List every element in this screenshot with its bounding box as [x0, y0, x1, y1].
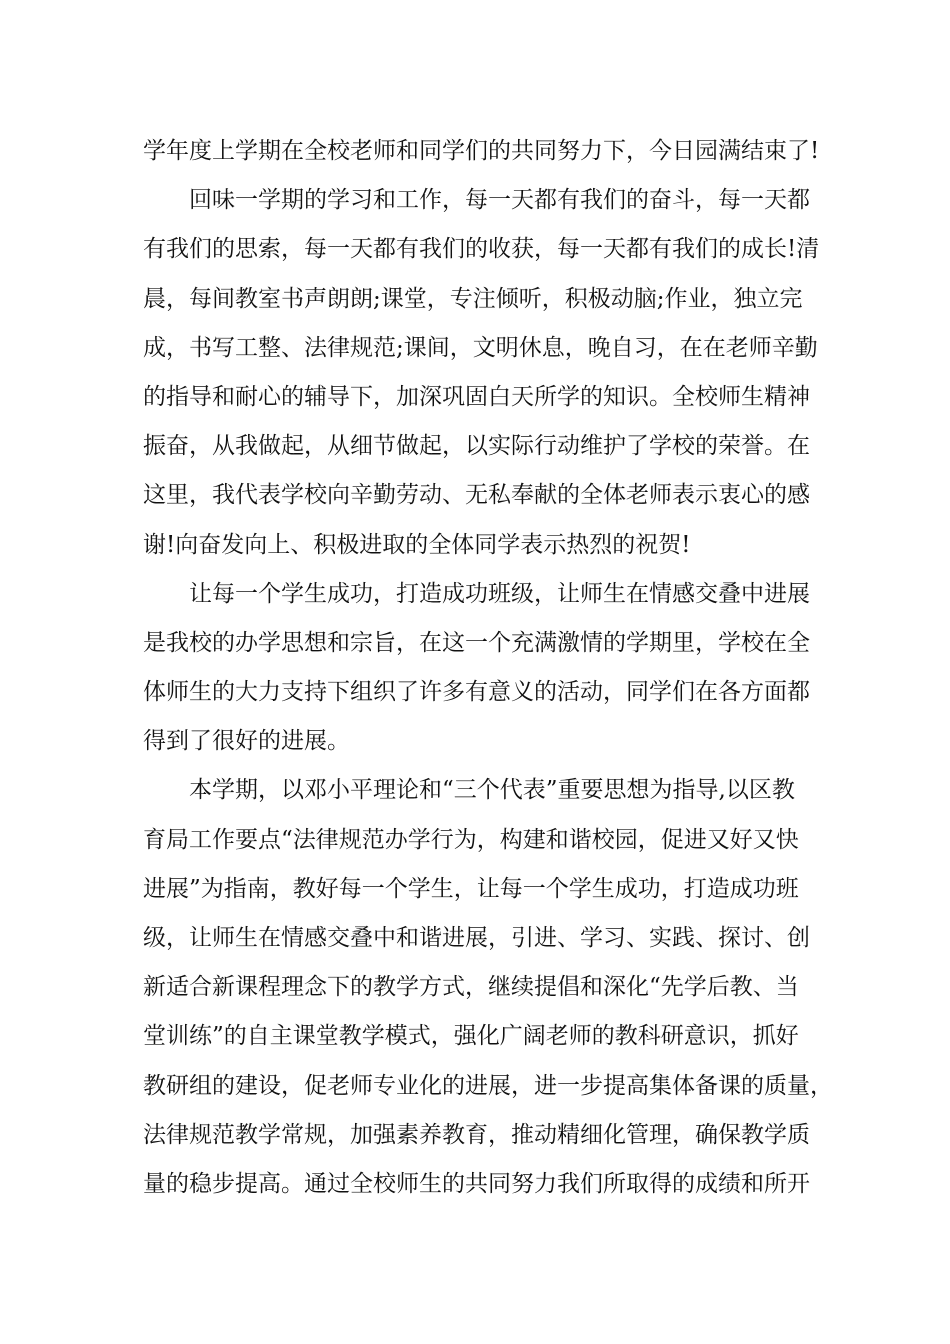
text-line: 进展”为指南，教好每一个学生，让每一个学生成功，打造成功班	[143, 875, 799, 902]
text-line: 晨，每间教室书声朗朗;课堂，专注倾听，积极动脑;作业，独立完	[143, 285, 803, 312]
text-line: 谢!向奋发向上、积极进取的全体同学表示热烈的祝贺!	[143, 531, 691, 558]
body-text	[143, 127, 833, 1209]
text-line: 振奋，从我做起，从细节做起，以实际行动维护了学校的荣誉。在	[143, 433, 810, 460]
text-line: 这里，我代表学校向辛勤劳动、无私奉献的全体老师表示衷心的感	[143, 482, 810, 509]
paragraph-first-line: 回味一学期的学习和工作，每一天都有我们的奋斗，每一天都	[189, 187, 810, 214]
text-line: 法律规范教学常规，加强素养教育，推动精细化管理，确保教学质	[143, 1121, 810, 1148]
text-line: 新适合新课程理念下的教学方式，继续提倡和深化“先学后教、当	[143, 974, 799, 1001]
paragraph-first-line: 让每一个学生成功，打造成功班级，让师生在情感交叠中进展	[189, 580, 810, 607]
text-line: 是我校的办学思想和宗旨，在这一个充满激情的学期里，学校在全	[143, 629, 810, 656]
text-line: 教研组的建设，促老师专业化的进展，进一步提高集体备课的质量，	[143, 1072, 833, 1099]
text-line: 堂训练”的自主课堂教学模式，强化广阔老师的教科研意识，抓好	[143, 1023, 799, 1050]
text-line: 成，书写工整、法律规范;课间，文明休息，晚自习，在在老师辛勤	[143, 334, 818, 361]
text-line: 育局工作要点“法律规范办学行为，构建和谐校园，促进又好又快	[143, 826, 799, 853]
text-line: 量的稳步提高。通过全校师生的共同努力我们所取得的成绩和所开	[143, 1170, 810, 1197]
text-line: 的指导和耐心的辅导下，加深巩固白天所学的知识。全校师生精神	[143, 383, 810, 410]
paragraph-first-line: 本学期，以邓小平理论和“三个代表”重要思想为指导,以区教	[189, 777, 795, 804]
text-line: 得到了很好的进展。	[143, 728, 350, 755]
text-line: 有我们的思索，每一天都有我们的收获，每一天都有我们的成长!清	[143, 236, 820, 263]
text-line: 学年度上学期在全校老师和同学们的共同努力下，今日园满结束了!	[143, 138, 820, 164]
text-line: 级，让师生在情感交叠中和谐进展，引进、学习、实践、探讨、创	[143, 925, 810, 951]
text-line: 体师生的大力支持下组织了许多有意义的活动，同学们在各方面都	[143, 679, 810, 706]
